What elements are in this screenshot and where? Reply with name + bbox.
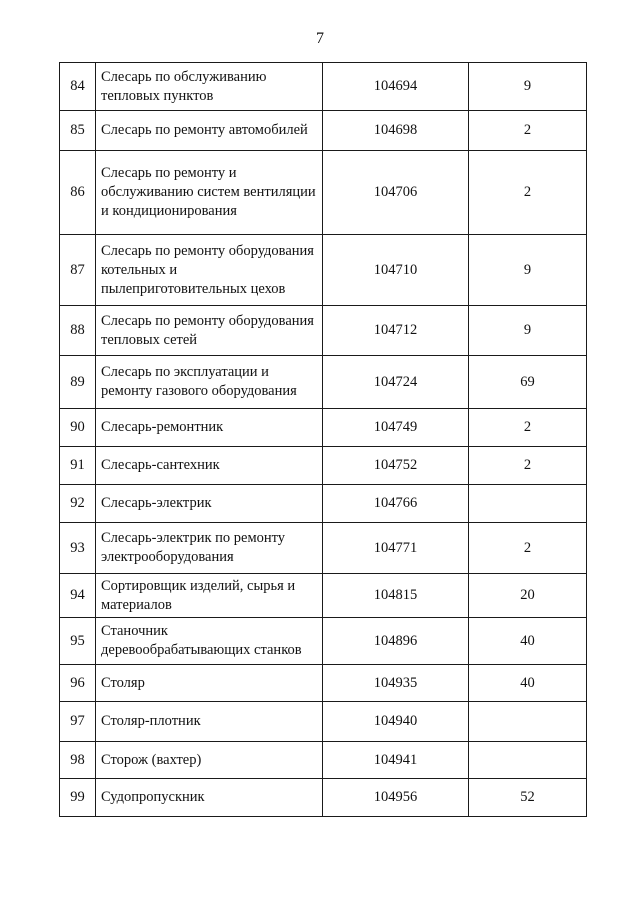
table-row	[60, 409, 587, 447]
worker-count: 40	[469, 618, 587, 665]
row-number: 89	[60, 356, 96, 409]
worker-count: 69	[469, 356, 587, 409]
page-number: 7	[316, 30, 324, 47]
row-number: 90	[60, 409, 96, 447]
profession-code: 104698	[323, 111, 469, 151]
profession-name: Слесарь-электрик	[96, 485, 323, 523]
worker-count: 2	[469, 111, 587, 151]
profession-code: 104694	[323, 63, 469, 111]
profession-name: Судопропускник	[96, 779, 323, 817]
table-row	[60, 742, 587, 779]
worker-count: 20	[469, 574, 587, 618]
table-row	[60, 618, 587, 665]
row-number: 87	[60, 235, 96, 306]
row-number: 94	[60, 574, 96, 618]
row-number: 96	[60, 665, 96, 702]
table-row	[60, 665, 587, 702]
worker-count: 9	[469, 306, 587, 356]
profession-code: 104940	[323, 702, 469, 742]
profession-code: 104752	[323, 447, 469, 485]
profession-code: 104815	[323, 574, 469, 618]
worker-count: 9	[469, 235, 587, 306]
table-row	[60, 574, 587, 618]
profession-code: 104749	[323, 409, 469, 447]
row-number: 88	[60, 306, 96, 356]
worker-count	[469, 702, 587, 742]
profession-code: 104706	[323, 151, 469, 235]
row-number: 93	[60, 523, 96, 574]
profession-name: Сортировщик изделий, сырья и материалов	[96, 574, 323, 618]
profession-name: Слесарь-ремонтник	[96, 409, 323, 447]
row-number: 85	[60, 111, 96, 151]
table-row	[60, 485, 587, 523]
profession-name: Сторож (вахтер)	[96, 742, 323, 779]
profession-name: Столяр	[96, 665, 323, 702]
profession-code: 104941	[323, 742, 469, 779]
table-row	[60, 151, 587, 235]
table-row	[60, 111, 587, 151]
row-number: 99	[60, 779, 96, 817]
table-row	[60, 356, 587, 409]
worker-count: 2	[469, 523, 587, 574]
row-number: 95	[60, 618, 96, 665]
profession-name: Слесарь-сантехник	[96, 447, 323, 485]
row-number: 86	[60, 151, 96, 235]
profession-code: 104896	[323, 618, 469, 665]
profession-code: 104766	[323, 485, 469, 523]
profession-name: Станочник деревообрабатывающих станков	[96, 618, 323, 665]
profession-code: 104956	[323, 779, 469, 817]
profession-name: Слесарь по эксплуатации и ремонту газового оборудования	[96, 356, 323, 409]
profession-code: 104712	[323, 306, 469, 356]
row-number: 91	[60, 447, 96, 485]
worker-count: 40	[469, 665, 587, 702]
profession-name: Слесарь-электрик по ремонту электрооборудования	[96, 523, 323, 574]
table-row	[60, 523, 587, 574]
profession-code: 104935	[323, 665, 469, 702]
profession-name: Слесарь по ремонту оборудования котельных и пылеприготовительных цехов	[96, 235, 323, 306]
profession-code: 104724	[323, 356, 469, 409]
row-number: 92	[60, 485, 96, 523]
worker-count	[469, 485, 587, 523]
profession-name: Слесарь по ремонту автомобилей	[96, 111, 323, 151]
row-number: 98	[60, 742, 96, 779]
table-row	[60, 306, 587, 356]
worker-count: 2	[469, 447, 587, 485]
table-row	[60, 779, 587, 817]
worker-count: 2	[469, 409, 587, 447]
table-row	[60, 702, 587, 742]
profession-name: Слесарь по ремонту и обслуживанию систем вентиляции и кондиционирования	[96, 151, 323, 235]
profession-name: Столяр-плотник	[96, 702, 323, 742]
profession-name: Слесарь по ремонту оборудования тепловых сетей	[96, 306, 323, 356]
worker-count: 9	[469, 63, 587, 111]
row-number: 84	[60, 63, 96, 111]
profession-code: 104710	[323, 235, 469, 306]
profession-name: Слесарь по обслуживанию тепловых пунктов	[96, 63, 323, 111]
table-row	[60, 63, 587, 111]
worker-count: 52	[469, 779, 587, 817]
professions-table	[59, 62, 587, 817]
row-number: 97	[60, 702, 96, 742]
profession-code: 104771	[323, 523, 469, 574]
worker-count: 2	[469, 151, 587, 235]
worker-count	[469, 742, 587, 779]
table-row	[60, 235, 587, 306]
table-row	[60, 447, 587, 485]
